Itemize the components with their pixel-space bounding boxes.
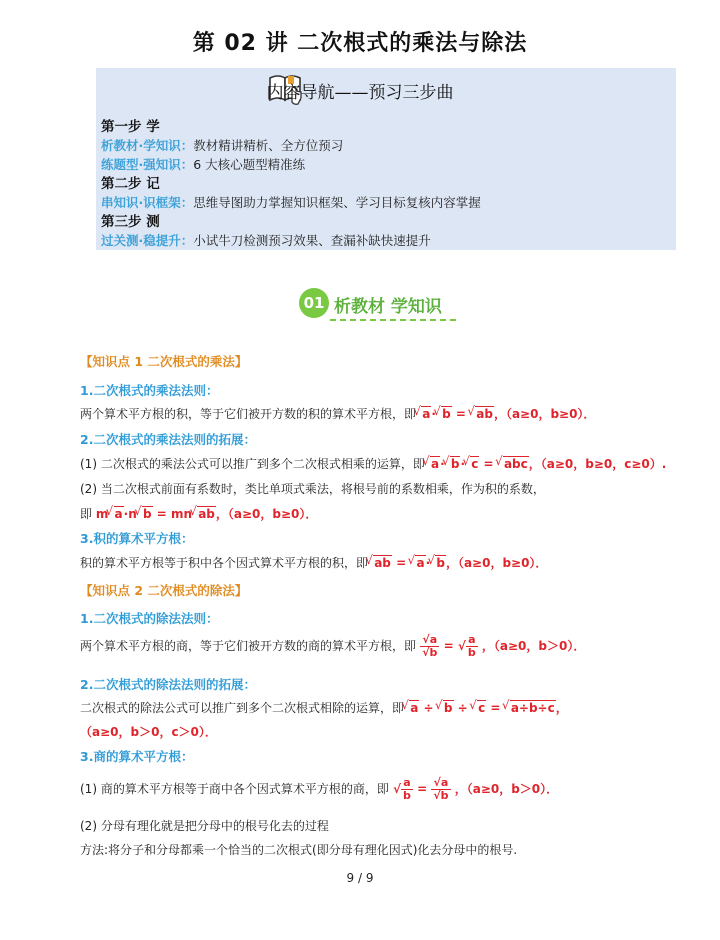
page-number: 9 / 9 xyxy=(346,871,374,885)
kp2-rule-2-condition: （a≥0，b＞0，c＞0）． xyxy=(80,725,217,739)
kp2-heading-3: 3.商的算术平方根： xyxy=(80,749,194,764)
kp1-rule-4: 即 m √ a·n √ b = mn √ ab，（a≥0，b≥0）． xyxy=(80,505,317,522)
kp2-heading-2: 2.二次根式的除法法则的拓展： xyxy=(80,677,256,692)
step-1b: 练题型·强知识：6 大核心题型精准练 xyxy=(101,157,306,172)
kp1-rule-5: 积的算术平方根等于积中各个因式算术平方根的积，即 √ ab = √ a· √ b，（a≥0，b≥0）． xyxy=(80,554,547,571)
knowledge-point-1: 【知识点 1 二次根式的乘法】 xyxy=(80,354,248,369)
kp2-rule-1: 两个算术平方根的商，等于它们被开方数的商的算术平方根，即 $\frac{√a}{√b}$ = √ $\frac{a}{b}$ ，（a≥0，b＞0）． xyxy=(80,633,586,659)
kp2-heading-1: 1.二次根式的除法法则： xyxy=(80,611,219,626)
section-underline xyxy=(330,319,456,321)
kp1-rule-3: (2) 当二次根式前面有系数时，类比单项式乘法，将根号前的系数相乘，作为积的系数， xyxy=(80,482,545,496)
kp1-heading-1: 1.二次根式的乘法法则： xyxy=(80,383,219,398)
kp1-rule-1: 两个算术平方根的积，等于它们被开方数的积的算术平方根，即 √ a· √ b = √ ab，（a≥0，b≥0）． xyxy=(80,405,595,422)
knowledge-point-2: 【知识点 2 二次根式的除法】 xyxy=(80,583,248,598)
step-3a: 过关测·稳提升：小试牛刀检测预习效果、查漏补缺快速提升 xyxy=(101,233,431,248)
kp2-rule-5: 方法:将分子和分母都乘一个恰当的二次根式(即分母有理化因式)化去分母中的根号. xyxy=(80,843,518,857)
section-badge: 01 xyxy=(299,288,329,318)
kp1-heading-3: 3.积的算术平方根： xyxy=(80,531,194,546)
kp1-heading-2: 2.二次根式的乘法法则的拓展： xyxy=(80,432,256,447)
nav-title: 内容导航——预习三步曲 xyxy=(266,83,454,103)
section-title: 析教材 学知识 xyxy=(334,297,442,317)
step-1a: 析教材·学知识：教材精讲精析、全方位预习 xyxy=(101,138,344,153)
kp1-rule-2: (1) 二次根式的乘法公式可以推广到多个二次根式相乘的运算，即 √ a· √ b· √ c = √ abc，（a≥0，b≥0，c≥0）. xyxy=(80,455,666,472)
step-2: 第二步 记 xyxy=(101,176,160,192)
kp2-rule-2: 二次根式的除法公式可以推广到多个二次根式相除的运算，即 √ a ÷ √ b ÷ √ c = √ a÷b÷c， xyxy=(80,699,568,716)
step-1: 第一步 学 xyxy=(101,119,160,135)
kp2-rule-4: (2) 分母有理化就是把分母中的根号化去的过程 xyxy=(80,819,329,833)
kp2-rule-3: (1) 商的算术平方根等于商中各个因式算术平方根的商，即 √ $\frac{a}{b}$ = $\frac{√a}{√b}$ ，（a≥0，b＞0）． xyxy=(80,776,559,802)
page-title: 第 02 讲 二次根式的乘法与除法 xyxy=(192,31,528,56)
step-2a: 串知识·识框架：思维导图助力掌握知识框架、学习目标复核内容掌握 xyxy=(101,195,481,210)
step-3: 第三步 测 xyxy=(101,214,160,230)
